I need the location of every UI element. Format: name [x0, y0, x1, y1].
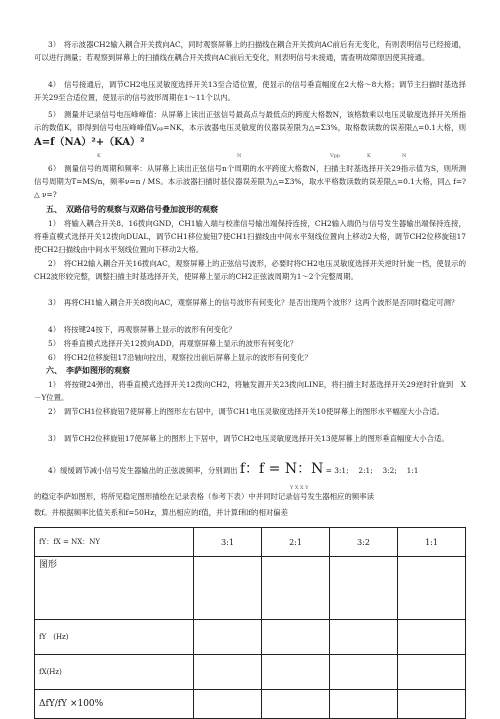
table-cell[interactable]	[330, 620, 398, 655]
paragraph-step-3: 3） 将示波器CH2输入耦合开关拨向AC，同时观察屏幕上的扫描线在耦合开关拨向AC前后有无变化，有则表明信号已经接通，可以进行测量；若观察到屏幕上的扫描线在耦合开关拨向AC前后无变化，则表明信号未接通，需查明故障原因使其接通。	[34, 40, 466, 63]
paragraph-sec6-4-cont: 的稳定李萨如图形，将所见稳定图形描绘在记录表格（参考下表）中并同时记录信号发生器相应的频率读	[34, 492, 374, 501]
subscript-n: N	[237, 153, 242, 159]
paragraph-sec5-5: 5） 将垂直模式选择开关12拨向ADD，再观察屏幕上显示的波形有何变化？	[48, 339, 298, 348]
paragraph-sec5-2: 2） 将CH2输入耦合开关16拨向AC，观察屏幕上的正弦信号波形，必要时将CH2电压灵敏度选择开关逆时针旋一档，使显示的CH2波形较完整，调整扫描主时基选择开关，使屏幕上显示的CH2正弦波周期为1～2个完整周期。	[34, 259, 466, 282]
table-header-row	[35, 528, 466, 557]
sec6-4-i: 的相对偏差	[251, 508, 289, 517]
table-cell[interactable]	[262, 557, 330, 620]
section-heading-6: 六、 李萨如图形的观察	[46, 366, 130, 375]
lissajous-record-table	[34, 527, 466, 719]
sec6-4-g: 值，并计算f	[201, 508, 241, 517]
table-cell[interactable]	[194, 655, 262, 690]
subscript-k: K	[97, 153, 101, 159]
table-row	[35, 690, 466, 719]
table-cell[interactable]	[194, 557, 262, 620]
sec6-4-h: 和f	[240, 508, 252, 517]
paragraph-sec6-4-last	[34, 506, 466, 519]
table-cell[interactable]	[398, 557, 466, 620]
paragraph-sec5-1: 1） 将输入耦合开关8、16拨向GND，CH1输入端与校准信号输出端保持连接，CH2输入端仍与信号发生器输出端保持连接，将垂直模式选择开关12拨向DUAL，调节CH1移位旋钮7使CH1扫描线由中间水平刻线位置向上移动2大格，调节CH2位移旋钮17使CH2扫描线由中间水平刻线位置向下移动2大格。	[34, 219, 466, 255]
table-cell[interactable]	[398, 620, 466, 655]
row-label-figure: 图形	[35, 557, 194, 620]
table-cell[interactable]	[194, 690, 262, 719]
paragraph-step-6: 6） 测量信号的周期和频率：从屏幕上读出正弦信号n个周期的水平跨度大格数N，扫描主时基选择开关29指示值为S，则所测信号周期为T=MS/n，频率ν=n / MS。本示波器扫描时基仪器误差限为△=Σ3%，取水平格数读数的误差限△=0.1大格，同△ f=?△ ν=?	[34, 164, 466, 200]
table-header-label: fY：fX = NX：NY	[35, 528, 194, 557]
sec6-4-text-a: 4）缓缓调节减小信号发生器输出的正弦波频率，分别调出	[48, 466, 238, 475]
table-row	[35, 620, 466, 655]
table-cell[interactable]	[262, 620, 330, 655]
paragraph-sec5-6: 6） 将CH2位移旋钮17沿轴向拉出，观察拉出前后屏幕上显示的波形有何变化？	[48, 353, 312, 362]
step-5-text-d: =0.1大格，则	[418, 123, 467, 133]
table-cell[interactable]	[398, 690, 466, 719]
table-row	[35, 557, 466, 620]
row-label-fx: fX(Hz)	[35, 655, 194, 690]
paragraph-sec5-4: 4） 将按键24按下，再观察屏幕上显示的波形有何变化？	[48, 325, 236, 334]
table-cell[interactable]	[262, 690, 330, 719]
ratio-subscripts: Y X X Y	[290, 485, 309, 491]
sec6-4-f: =50Hz，算出相应的f	[128, 508, 202, 517]
subscript-k-2: K	[367, 153, 371, 159]
step-5-text-c: =Σ3%，取格数读数的误差限△	[314, 123, 419, 133]
sec6-4-ratios: = 3:1; 2:1; 3:2; 1:1	[325, 466, 419, 475]
step-5-text: 5） 测量并记录信号电压峰峰值：从屏幕上读出正弦信号最高点与最低点的跨度大格数N，该格数乘以电压灵敏度选择开关所指示的数值K，即得到信号电压峰峰值V	[34, 110, 466, 133]
table-row	[35, 655, 466, 690]
table-col-header: 3:1	[194, 528, 262, 557]
row-label-deviation: ΔfY/fY ×100%	[35, 690, 194, 719]
paragraph-sec6-3: 3） 调节CH2位移旋钮17使屏幕上的图形上下居中，调节CH2电压灵敏度选择开关13使屏幕上的图形垂直幅度大小合适。	[48, 434, 449, 443]
table-col-header: 2:1	[262, 528, 330, 557]
paragraph-sec6-4	[34, 463, 466, 477]
paragraph-step-5	[34, 108, 466, 150]
table-cell[interactable]	[262, 655, 330, 690]
sec6-4-d: 数f	[34, 508, 45, 517]
sec6-4-e: 。并根据频率比值关系和f	[44, 508, 129, 517]
subscript-vpp: Vpp	[330, 153, 341, 159]
table-cell[interactable]	[330, 655, 398, 690]
section-heading-5: 五、 双路信号的观察与双路信号叠加波形的观察	[46, 205, 218, 214]
table-cell[interactable]	[398, 655, 466, 690]
paragraph-sec5-3: 3） 再将CH1输入耦合开关8拨向AC，观察屏幕上的信号波形有何变化？是否出现两个波形？这两个波形是否同时稳定可测？	[48, 298, 459, 307]
ratio-formula: f：f = N：N	[239, 461, 324, 477]
step-5-text-b: =NK，本示波器电压灵敏度的仪器误差限为△	[163, 123, 315, 133]
table-cell[interactable]	[330, 557, 398, 620]
subscript-n-2: N	[402, 153, 407, 159]
paragraph-sec6-2: 2） 调节CH1位移旋钮7使屏幕上的图形左右居中，调节CH1电压灵敏度选择开关10使屏幕上的图形水平幅度大小合适。	[48, 407, 445, 416]
paragraph-sec6-1: 1） 将按键24弹出，将垂直模式选择开关12拨向CH2，将触发源开关23拨向LINE，将扫描主时基选择开关29逆时针旋到 X－Y位置。	[34, 380, 466, 403]
step-5-vpp: pp	[157, 126, 164, 133]
row-label-fy: fY (Hz)	[35, 620, 194, 655]
table-col-header: 3:2	[330, 528, 398, 557]
paragraph-step-4: 4） 信号接通后，调节CH2电压灵敏度选择开关13至合适位置，使显示的信号垂直幅度在2大格～8大格；调节主扫描时基选择开关29至合适位置，使显示的信号波形周期在1～11个以内。	[34, 80, 466, 103]
table-cell[interactable]	[330, 690, 398, 719]
table-col-header: 1:1	[398, 528, 466, 557]
table-cell[interactable]	[194, 620, 262, 655]
error-formula: A=f（NA）²+（KA）²	[34, 137, 145, 149]
